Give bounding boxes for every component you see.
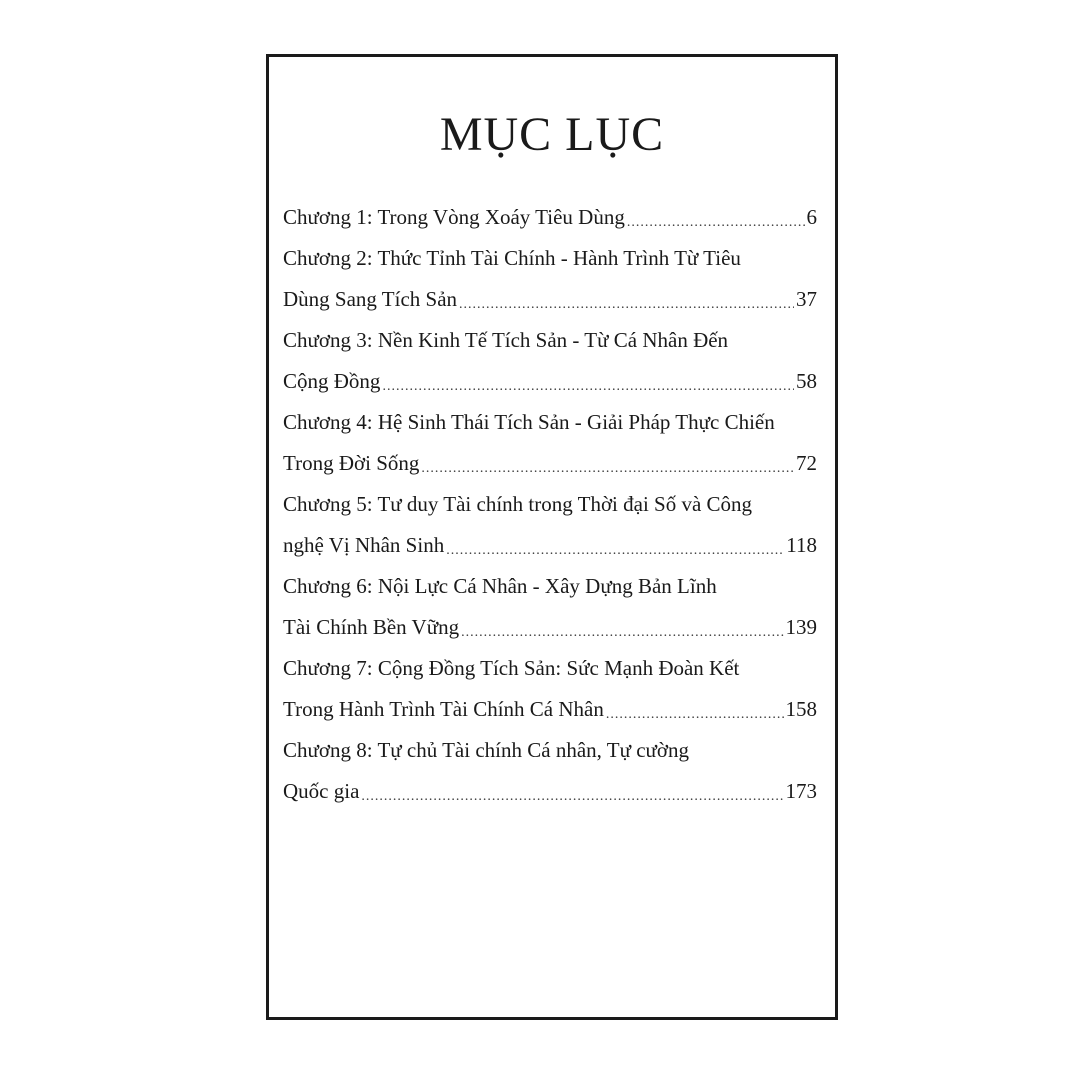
toc-page-number: 118 — [786, 533, 817, 557]
toc-entry-text: Chương 4: Hệ Sinh Thái Tích Sản - Giải Pháp Thực Chiến — [283, 410, 775, 434]
dot-leader — [459, 290, 794, 320]
toc-entry-text: Trong Đời Sống — [283, 451, 420, 475]
dot-leader — [461, 618, 783, 648]
toc-entry-text: Chương 8: Tự chủ Tài chính Cá nhân, Tự cường — [283, 738, 690, 762]
toc-entry-3-line-1 — [283, 320, 817, 361]
toc-entry-7-line-1 — [283, 648, 817, 689]
toc-entry-text: nghệ Vị Nhân Sinh — [283, 533, 445, 557]
toc-entry-5-line-2 — [283, 525, 817, 566]
toc-entry-8-line-2 — [283, 771, 817, 812]
toc-entry-text: Chương 2: Thức Tỉnh Tài Chính - Hành Trình Từ Tiêu — [283, 246, 741, 270]
toc-entry-text: Chương 1: Trong Vòng Xoáy Tiêu Dùng — [283, 205, 625, 229]
toc-entry-2-line-1 — [283, 238, 817, 279]
table-of-contents — [283, 197, 817, 812]
dot-leader — [446, 536, 784, 566]
toc-entry-text: Dùng Sang Tích Sản — [283, 287, 458, 311]
toc-entry-4-line-2 — [283, 443, 817, 484]
toc-entry-text: Trong Hành Trình Tài Chính Cá Nhân — [283, 697, 604, 721]
toc-page-number: 158 — [785, 697, 817, 721]
toc-entry-text: Chương 7: Cộng Đồng Tích Sản: Sức Mạnh Đoàn Kết — [283, 656, 740, 680]
page-title: MỤC LỤC — [439, 108, 665, 161]
dot-leader — [361, 782, 783, 812]
toc-entry-7-line-2 — [283, 689, 817, 730]
toc-entry-6-line-1 — [283, 566, 817, 607]
toc-entry-1 — [283, 197, 817, 238]
dot-leader — [606, 700, 784, 730]
book-page — [266, 54, 838, 1020]
toc-entry-2-line-2 — [283, 279, 817, 320]
dot-leader — [627, 208, 805, 238]
toc-page-number: 58 — [796, 369, 817, 393]
toc-entry-4-line-1 — [283, 402, 817, 443]
toc-entry-6-line-2 — [283, 607, 817, 648]
toc-page-number: 37 — [796, 287, 817, 311]
toc-page-number: 72 — [796, 451, 817, 475]
toc-entry-text: Chương 5: Tư duy Tài chính trong Thời đại Số và Công — [283, 492, 753, 516]
toc-page-number: 6 — [806, 205, 817, 229]
toc-entry-text: Tài Chính Bền Vững — [283, 615, 460, 639]
toc-entry-text: Cộng Đồng — [283, 369, 381, 393]
toc-entry-5-line-1 — [283, 484, 817, 525]
dot-leader — [421, 454, 794, 484]
toc-page-number: 173 — [785, 779, 817, 803]
toc-entry-3-line-2 — [283, 361, 817, 402]
toc-entry-text: Chương 6: Nội Lực Cá Nhân - Xây Dựng Bản Lĩnh — [283, 574, 717, 598]
toc-entry-text: Quốc gia — [283, 779, 360, 803]
dot-leader — [382, 372, 794, 402]
toc-entry-text: Chương 3: Nền Kinh Tế Tích Sản - Từ Cá Nhân Đến — [283, 328, 729, 352]
toc-entry-8-line-1 — [283, 730, 817, 771]
toc-page-number: 139 — [785, 615, 817, 639]
